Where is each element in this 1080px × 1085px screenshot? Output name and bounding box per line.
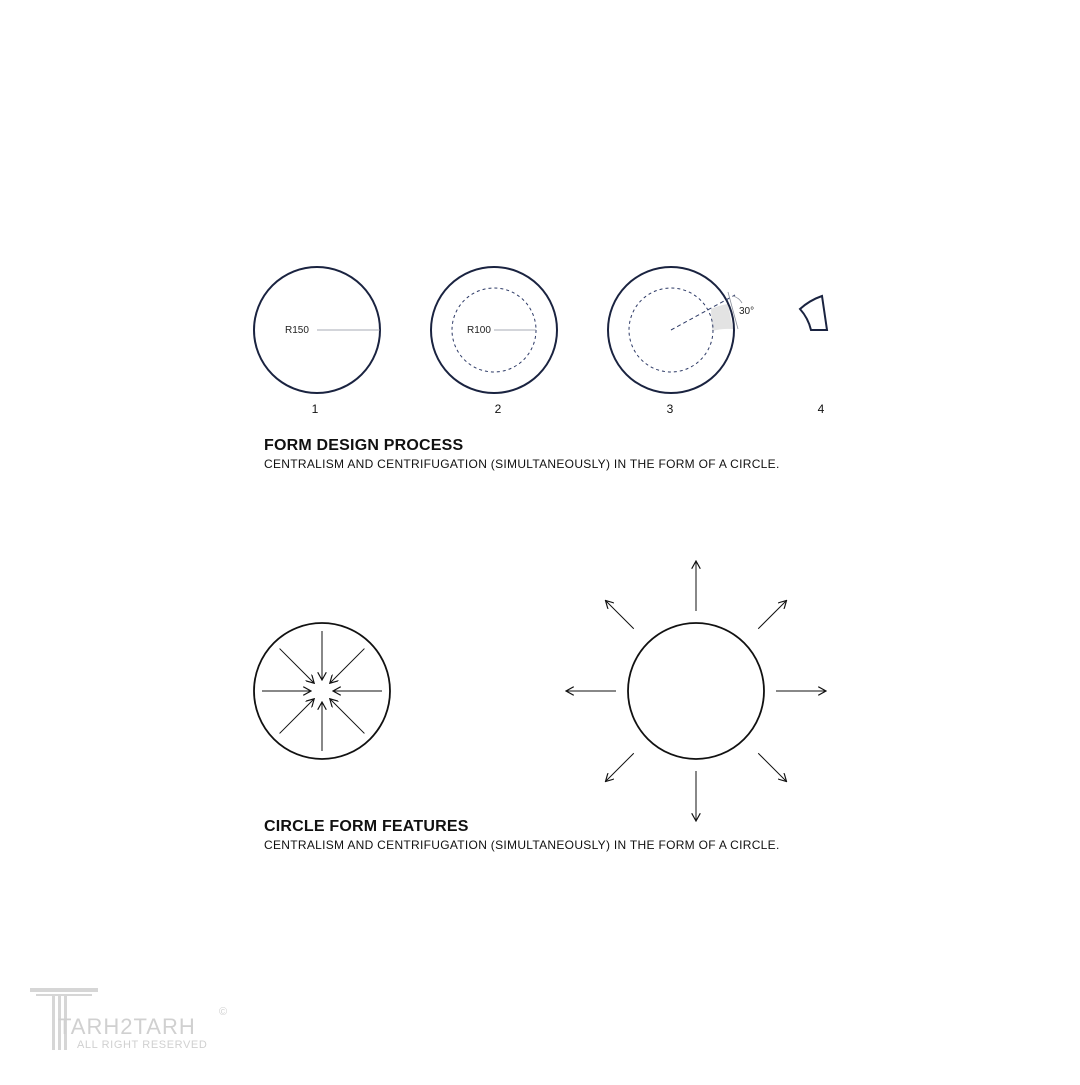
step-4-diagram [800, 296, 827, 330]
process-caption: CENTRALISM AND CENTRIFUGATION (SIMULTANEOUSLY) IN THE FORM OF A CIRCLE. [264, 457, 780, 471]
centralism-arrow [280, 699, 315, 734]
process-heading: FORM DESIGN PROCESS [264, 437, 464, 454]
step-2-diagram [431, 267, 557, 393]
centrifugation-arrow [758, 600, 786, 628]
centralism-arrow [330, 649, 365, 684]
centralism-arrow [330, 699, 365, 734]
step-2-radius-label: R100 [467, 325, 491, 336]
centrifugation-diagram [566, 561, 826, 821]
step-2-number: 2 [494, 402, 502, 416]
centrifugation-circle [628, 623, 764, 759]
centrifugation-arrow [758, 753, 786, 781]
step-3-angle-label: 30° [739, 306, 755, 317]
watermark-copyright: © [219, 1006, 228, 1018]
logo-top-bar-thin [36, 994, 92, 996]
logo-top-bar [30, 988, 98, 992]
step-3-number: 3 [666, 402, 674, 416]
centralism-arrow [280, 649, 315, 684]
logo-pillar-left [52, 996, 55, 1050]
centralism-diagram [254, 623, 390, 759]
watermark-logo [30, 988, 227, 1051]
step-4-segment [800, 296, 827, 330]
watermark-rights: ALL RIGHT RESERVED [77, 1039, 208, 1051]
step-1-diagram [254, 267, 380, 393]
step-1-number: 1 [311, 402, 319, 416]
step-1-radius-label: R150 [285, 325, 309, 336]
watermark-brand: TARH2TARH [58, 1014, 196, 1039]
step-3-diagram [608, 267, 754, 393]
features-heading: CIRCLE FORM FEATURES [264, 818, 469, 835]
step-4-number: 4 [817, 402, 825, 416]
centrifugation-arrow [605, 600, 633, 628]
features-caption: CENTRALISM AND CENTRIFUGATION (SIMULTANEOUSLY) IN THE FORM OF A CIRCLE. [264, 838, 780, 852]
step-3-angle-arc [733, 296, 742, 303]
centrifugation-arrow [605, 753, 633, 781]
